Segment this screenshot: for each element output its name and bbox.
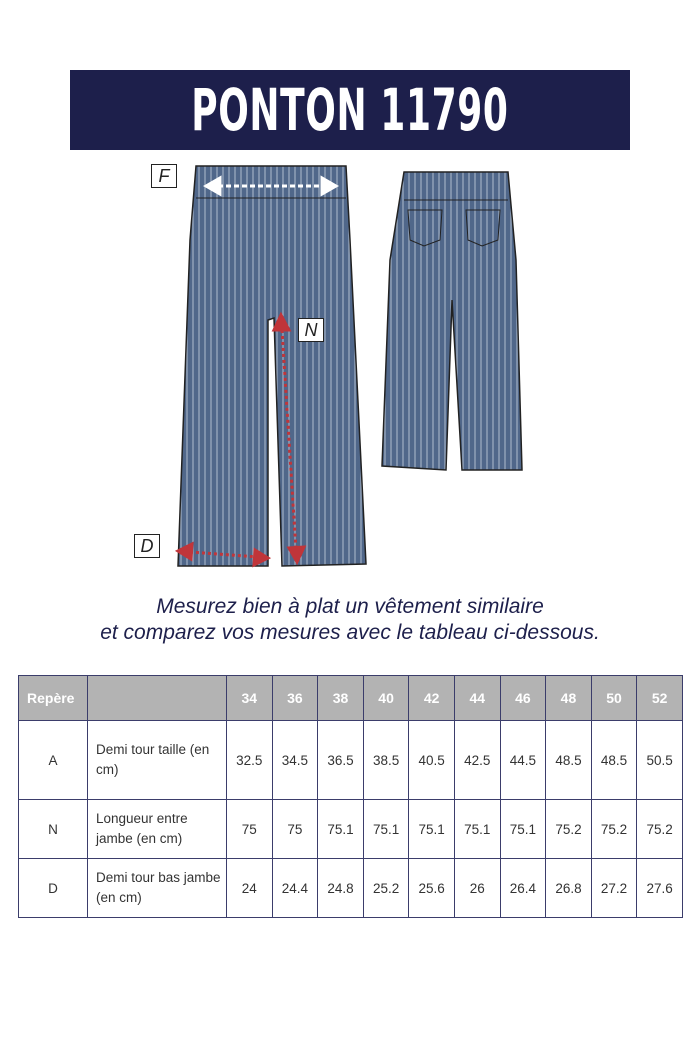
value-cell: 24.4 <box>272 859 318 918</box>
value-cell: 26.8 <box>546 859 592 918</box>
value-cell: 48.5 <box>546 721 592 800</box>
title-banner <box>70 70 630 150</box>
instruction-line-2: et comparez vos mesures avec le tableau ci-dessous. <box>100 621 600 644</box>
value-cell: 27.6 <box>637 859 683 918</box>
value-cell: 75.1 <box>363 800 409 859</box>
label-cell: Demi tour taille (en cm) <box>88 721 227 800</box>
header-cell: 50 <box>591 676 637 721</box>
value-cell: 75.2 <box>546 800 592 859</box>
value-cell: 26.4 <box>500 859 546 918</box>
header-cell: 44 <box>454 676 500 721</box>
value-cell: 75.1 <box>318 800 364 859</box>
table-row <box>19 721 683 800</box>
value-cell: 25.6 <box>409 859 455 918</box>
value-cell: 75 <box>227 800 273 859</box>
value-cell: 36.5 <box>318 721 364 800</box>
product-title: PONTON 11790 <box>191 76 509 144</box>
table-header <box>19 676 683 721</box>
label-cell: Longueur entre jambe (en cm) <box>88 800 227 859</box>
instructions <box>0 594 700 646</box>
value-cell: 38.5 <box>363 721 409 800</box>
value-cell: 75.1 <box>500 800 546 859</box>
value-cell: 75.1 <box>454 800 500 859</box>
instruction-line-1: Mesurez bien à plat un vêtement similaire <box>156 595 544 618</box>
marker-d: D <box>134 534 160 558</box>
mark-cell: D <box>19 859 88 918</box>
header-cell: 48 <box>546 676 592 721</box>
marker-n: N <box>298 318 324 342</box>
value-cell: 75.1 <box>409 800 455 859</box>
table-row <box>19 859 683 918</box>
garment-illustration <box>0 150 700 580</box>
header-cell: 42 <box>409 676 455 721</box>
value-cell: 27.2 <box>591 859 637 918</box>
value-cell: 24 <box>227 859 273 918</box>
value-cell: 48.5 <box>591 721 637 800</box>
header-cell: 36 <box>272 676 318 721</box>
value-cell: 34.5 <box>272 721 318 800</box>
value-cell: 40.5 <box>409 721 455 800</box>
table-row <box>19 800 683 859</box>
value-cell: 75.2 <box>637 800 683 859</box>
value-cell: 32.5 <box>227 721 273 800</box>
label-cell: Demi tour bas jambe (en cm) <box>88 859 227 918</box>
header-cell: 40 <box>363 676 409 721</box>
header-cell: 38 <box>318 676 364 721</box>
marker-f: F <box>151 164 177 188</box>
mark-cell: N <box>19 800 88 859</box>
value-cell: 50.5 <box>637 721 683 800</box>
header-cell: 46 <box>500 676 546 721</box>
value-cell: 25.2 <box>363 859 409 918</box>
header-cell: Repère <box>19 676 88 721</box>
value-cell: 26 <box>454 859 500 918</box>
value-cell: 75 <box>272 800 318 859</box>
value-cell: 24.8 <box>318 859 364 918</box>
value-cell: 44.5 <box>500 721 546 800</box>
header-cell <box>88 676 227 721</box>
value-cell: 42.5 <box>454 721 500 800</box>
mark-cell: A <box>19 721 88 800</box>
front-pants <box>178 166 366 566</box>
header-cell: 34 <box>227 676 273 721</box>
value-cell: 75.2 <box>591 800 637 859</box>
back-pants <box>382 172 522 470</box>
header-cell: 52 <box>637 676 683 721</box>
size-table <box>18 675 683 918</box>
pants-drawing <box>0 150 700 580</box>
